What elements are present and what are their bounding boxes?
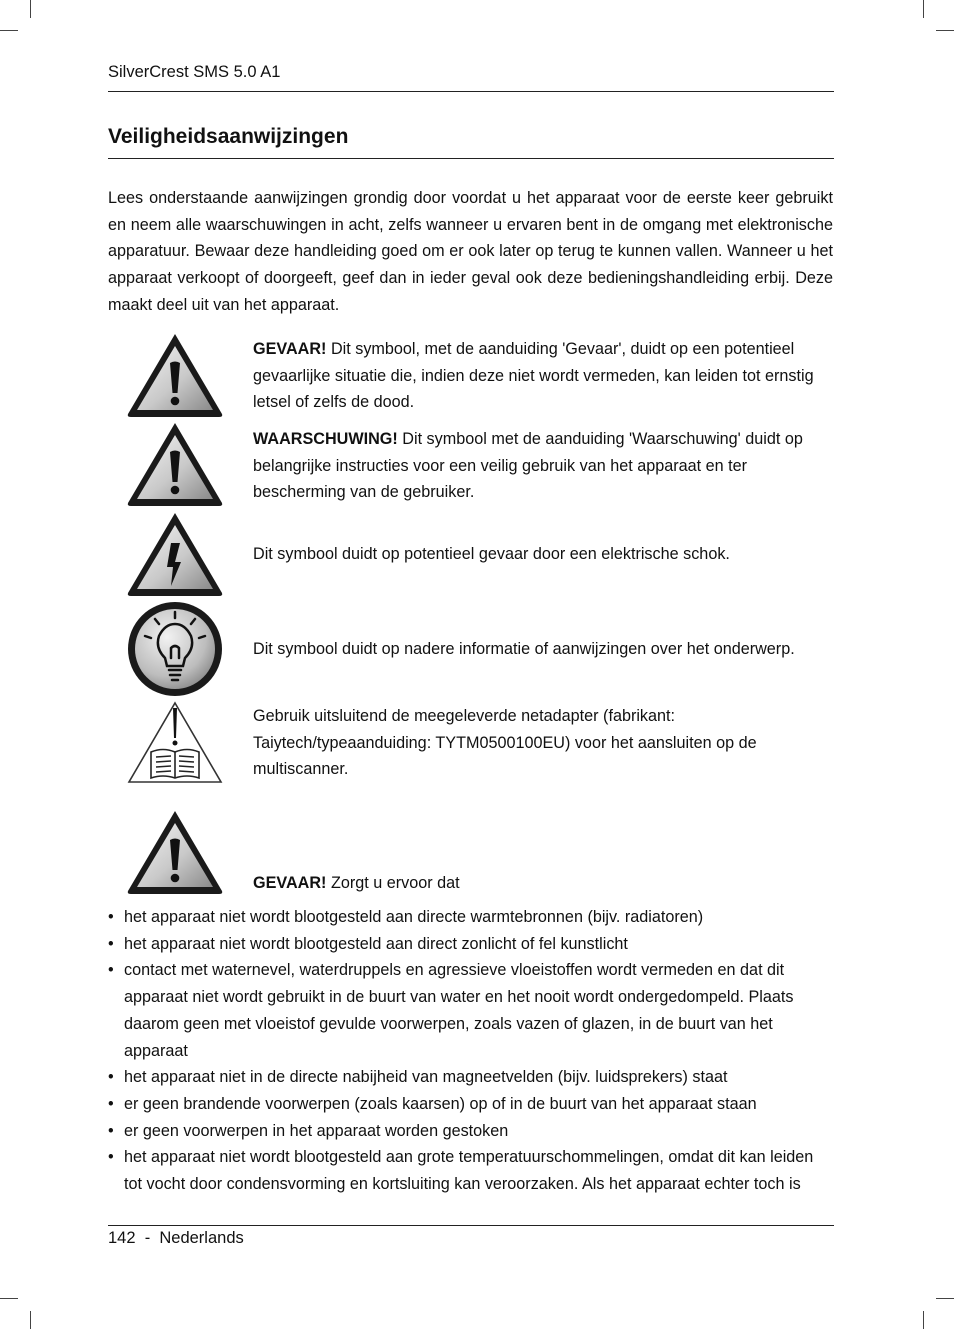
note-label: GEVAAR! (253, 874, 327, 892)
precautions-list (108, 904, 834, 1198)
crop-mark (923, 0, 924, 18)
header-rule (108, 91, 834, 92)
crop-mark (30, 0, 31, 18)
list-item: • het apparaat niet in de directe nabijheid van magneetvelden (bijv. luidsprekers) staat (108, 1064, 834, 1091)
crop-mark (936, 30, 954, 31)
crop-mark (923, 1311, 924, 1329)
note-text: Zorgt u ervoor dat (326, 874, 460, 892)
note-text: Dit symbool duidt op potentieel gevaar door een elektrische schok. (253, 545, 730, 563)
note-text: Dit symbool duidt op nadere informatie of aanwijzingen over het onderwerp. (253, 640, 795, 658)
note-text: Gebruik uitsluitend de meegeleverde netadapter (fabrikant: Taiytech/typeaanduiding: TYTM0500100EU) voor het aansluiten op de multiscanner. (253, 707, 757, 779)
read-manual-icon (125, 700, 225, 786)
page-footer: 142 - Nederlands (108, 1229, 244, 1247)
warning-triangle-icon (125, 331, 225, 419)
note-info (253, 636, 833, 663)
note-warning (253, 426, 833, 506)
note-adapter (253, 703, 833, 783)
crop-mark (936, 1298, 954, 1299)
note-text: Dit symbool met de aanduiding 'Waarschuwing' duidt op belangrijke instructies voor een veilig gebruik van het apparaat en ter bescherming van de gebruiker. (253, 430, 803, 502)
page-header: SilverCrest SMS 5.0 A1 (108, 63, 281, 81)
crop-mark (0, 30, 18, 31)
list-item: • het apparaat niet wordt blootgesteld aan directe warmtebronnen (bijv. radiatoren) (108, 904, 834, 931)
intro-paragraph: Lees onderstaande aanwijzingen grondig door voordat u het apparaat voor de eerste keer gebruikt en neem alle waarschuwingen in acht, zelfs wanneer u ervaren bent in de omgang met elektronische apparatuur. Bewaar deze handleiding goed om er ook later op terug te kunnen vallen. Wanneer u het apparaat verkoopt of doorgeeft, geef dan in ieder geval ook deze bedieningshandleiding erbij. Deze maakt deel uit van het apparaat. (108, 189, 833, 314)
footer-rule (108, 1225, 834, 1226)
list-item: • het apparaat niet wordt blootgesteld aan direct zonlicht of fel kunstlicht (108, 931, 834, 958)
note-danger-ensure (253, 870, 833, 897)
note-label: GEVAAR! (253, 340, 327, 358)
note-label: WAARSCHUWING! (253, 430, 398, 448)
lightbulb-icon (125, 600, 225, 698)
crop-mark (0, 1298, 18, 1299)
note-danger (253, 336, 833, 416)
list-item: • er geen brandende voorwerpen (zoals kaarsen) op of in de buurt van het apparaat staan (108, 1091, 834, 1118)
list-item: • er geen voorwerpen in het apparaat worden gestoken (108, 1118, 834, 1145)
warning-triangle-icon (125, 420, 225, 508)
list-item: • contact met waternevel, waterdruppels en agressieve vloeistoffen wordt vermeden en dat dit apparaat niet wordt gebruikt in de buurt van water en het nooit wordt ondergedompeld. Plaats daarom geen met vloeistof gevulde voorwerpen, zoals vazen of glazen, in de buurt van het apparaat (108, 957, 834, 1064)
electric-shock-icon (125, 510, 225, 598)
note-text: Dit symbool, met de aanduiding 'Gevaar', duidt op een potentieel gevaarlijke situatie die, indien deze niet wordt vermeden, kan leiden tot ernstig letsel of zelfs de dood. (253, 340, 814, 412)
section-title: Veiligheidsaanwijzingen (108, 125, 349, 148)
crop-mark (30, 1311, 31, 1329)
list-item: • het apparaat niet wordt blootgesteld aan grote temperatuurschommelingen, omdat dit kan leiden tot vocht door condensvorming en kortsluiting kan veroorzaken. Als het apparaat echter toch is (108, 1144, 834, 1197)
warning-triangle-icon (125, 808, 225, 896)
title-rule (108, 158, 834, 159)
note-electric (253, 541, 833, 568)
